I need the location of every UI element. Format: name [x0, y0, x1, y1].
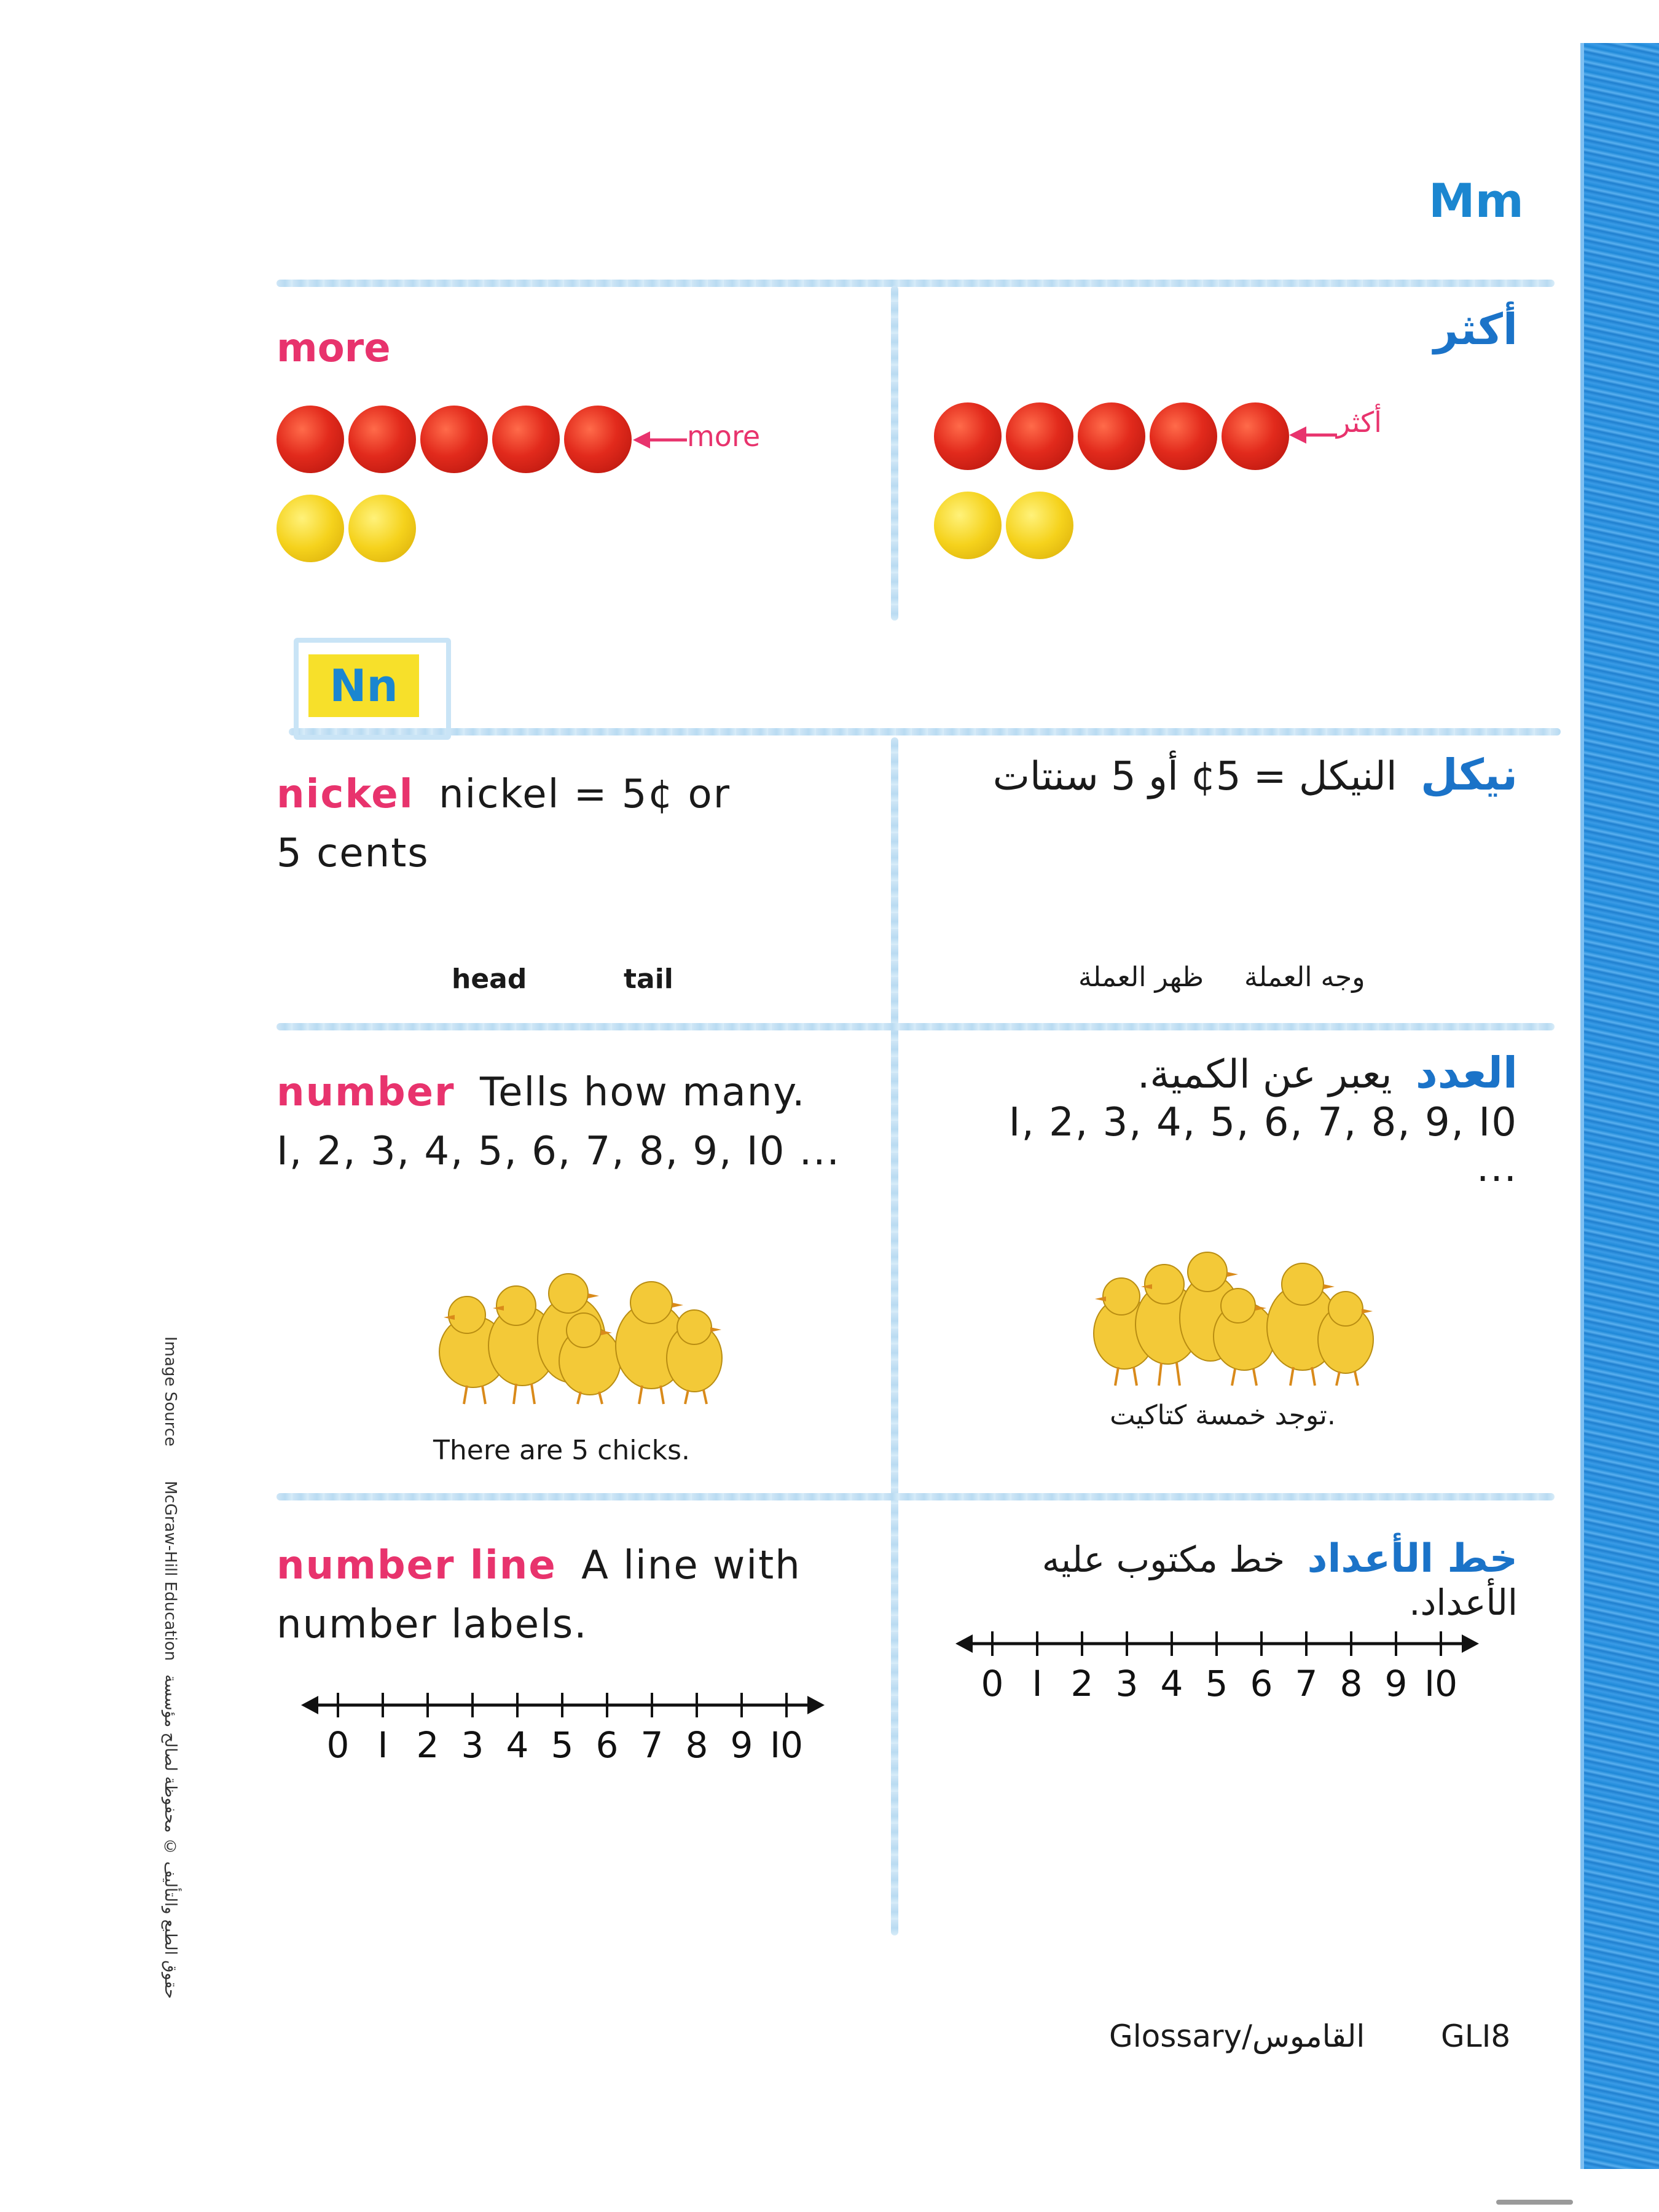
red-counter: [492, 406, 560, 473]
chicks-image: [430, 1253, 731, 1407]
number-line-label: I0: [1424, 1663, 1458, 1704]
footer-glossary-ar: القاموس: [1252, 2018, 1365, 2054]
yellow-counter: [348, 495, 416, 562]
section-letter-m: Mm: [1429, 173, 1524, 228]
nickel-def-ar: النيكل = 5¢ أو 5 سنتات: [992, 754, 1397, 799]
red-counter: [1222, 402, 1289, 470]
number-definition-en: [276, 1063, 841, 1181]
number-line-label: 0: [981, 1663, 1004, 1704]
number-line-label: 8: [1339, 1663, 1363, 1704]
term-number-en: number: [276, 1070, 455, 1115]
number-line-label: 2: [416, 1724, 439, 1766]
number-line-label: 7: [640, 1724, 664, 1766]
arrow-left-icon: [633, 428, 688, 452]
number-line-label: 4: [506, 1724, 529, 1766]
number-line-def-ar: خط مكتوب عليه الأعداد.: [1041, 1539, 1518, 1623]
coin-tail-label-ar: ظهر العملة: [1078, 962, 1204, 993]
nickel-def-line1: nickel = 5¢ or: [438, 772, 731, 817]
number-line-label: 8: [685, 1724, 708, 1766]
yellow-counter: [276, 495, 344, 562]
chicks-image: [1088, 1235, 1389, 1389]
arrow-left-icon: [301, 1696, 318, 1714]
page-number: GLI8: [1441, 2018, 1511, 2054]
number-line-label: 3: [461, 1724, 484, 1766]
number-line-definition-ar: [940, 1536, 1518, 1623]
number-line-label: 4: [1160, 1663, 1183, 1704]
term-more-en: more: [276, 326, 391, 371]
number-line-label: 3: [1115, 1663, 1139, 1704]
arrow-left-icon: [955, 1634, 973, 1653]
number-sequence-ar: I, 2, 3, 4, 5, 6, 7, 8, 9, I0 ...: [1008, 1100, 1518, 1191]
red-counter: [1006, 402, 1073, 470]
number-line-label: I: [377, 1724, 388, 1766]
red-counter: [934, 402, 1002, 470]
arrow-right-icon: [1462, 1634, 1479, 1653]
red-counter: [420, 406, 488, 473]
term-number-ar: العدد: [1415, 1048, 1518, 1098]
number-def-ar: يعبر عن الكمية.: [1137, 1052, 1392, 1097]
divider: [276, 1493, 1555, 1500]
term-nickel-en: nickel: [276, 772, 414, 817]
red-counter: [1078, 402, 1145, 470]
number-line-label: I: [1032, 1663, 1043, 1704]
nickel-definition-en: [276, 765, 731, 883]
rights-credit-ar: حقوق الطبع والتأليف © محفوظة لصالح مؤسسة: [161, 1674, 179, 1999]
arrow-right-icon: [807, 1696, 825, 1714]
nickel-definition-ar: [959, 750, 1518, 800]
arrow-left-icon: [1289, 423, 1338, 447]
number-line-label: 2: [1070, 1663, 1094, 1704]
number-line-label: 7: [1295, 1663, 1318, 1704]
red-counter: [276, 406, 344, 473]
footer-glossary: [1109, 2018, 1365, 2054]
number-line-def-line1: A line with: [581, 1543, 801, 1588]
red-counter: [564, 406, 632, 473]
number-line-diagram: [301, 1681, 842, 1767]
footer-glossary-en: Glossary/: [1109, 2018, 1252, 2054]
red-counter: [1150, 402, 1217, 470]
coin-head-label-en: head: [452, 963, 527, 995]
divider: [289, 728, 1561, 735]
number-line-label: 9: [1384, 1663, 1408, 1704]
term-number-line-ar: خط الأعداد: [1307, 1536, 1518, 1582]
number-line-definition-en: [276, 1536, 801, 1654]
yellow-counter: [934, 492, 1002, 559]
number-line-label: 9: [730, 1724, 753, 1766]
divider: [891, 286, 898, 621]
chicks-caption-en: There are 5 chicks.: [433, 1435, 691, 1466]
number-def-en: Tells how many.: [479, 1070, 806, 1115]
coin-tail-label-en: tail: [624, 963, 673, 995]
number-line-label: 6: [595, 1724, 619, 1766]
number-line-label: 5: [1205, 1663, 1228, 1704]
arrow-label-more-en: more: [687, 420, 761, 453]
number-line-label: I0: [769, 1724, 804, 1766]
yellow-counter: [1006, 492, 1073, 559]
red-counter: [348, 406, 416, 473]
coin-head-label-ar: وجه العملة: [1244, 962, 1365, 993]
home-indicator[interactable]: [1496, 2200, 1573, 2205]
term-number-line-en: number line: [276, 1543, 557, 1588]
copyright-credit: [161, 1481, 179, 1999]
term-more-ar: أكثر: [1433, 304, 1518, 355]
crayon-border-strip: [1580, 43, 1659, 2169]
term-nickel-ar: نيكل: [1420, 750, 1518, 800]
publisher-credit: McGraw-Hill Education: [161, 1481, 179, 1661]
number-sequence-en: I, 2, 3, 4, 5, 6, 7, 8, 9, I0 ...: [276, 1129, 841, 1174]
divider: [276, 280, 1555, 287]
chicks-caption-ar: توجد خمسة كتاكيت.: [1110, 1400, 1336, 1431]
nickel-def-line2: 5 cents: [276, 831, 429, 876]
number-line-label: 5: [551, 1724, 574, 1766]
number-definition-ar: [959, 1048, 1518, 1098]
number-line-label: 0: [326, 1724, 350, 1766]
divider: [276, 1023, 1555, 1030]
number-line-label: 6: [1250, 1663, 1273, 1704]
number-line-diagram: [955, 1619, 1496, 1705]
arrow-label-more-ar: أكثر: [1336, 406, 1382, 439]
divider: [891, 737, 898, 1936]
section-letter-n: Nn: [308, 654, 419, 717]
image-credit: Image Source: [161, 1336, 179, 1446]
number-line-def-line2: number labels.: [276, 1602, 588, 1647]
